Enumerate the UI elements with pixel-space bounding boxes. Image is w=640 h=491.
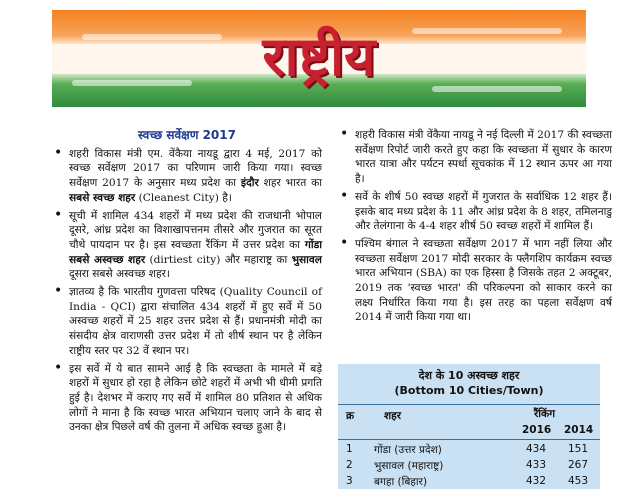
row-city: बगहा (बिहार): [374, 476, 428, 488]
table-title: देश के 10 अस्वच्छ शहर: [418, 369, 520, 382]
text-run: सर्वे के शीर्ष 50 स्वच्छ शहरों में गुजरात के सर्वाधिक 12 शहर हैं। इसके बाद मध्य प्रदेश के 11 और आंध्र प्रदेश के 8 शहर, तमिलनाडु और तेलंगाना के 4-4 शहर शीर्ष 50 स्वच्छ शहरों में शामिल हैं।: [355, 190, 612, 233]
text-run: सूची में शामिल 434 शहरों में मध्य प्रदेश की राजधानी भोपाल दूसरे, आंध्र प्रदेश का विशाखापत्तनम तीसरे और गुजरात का सूरत चौथे पायदान पर है। इस स्वच्छता रैंकिंग में उत्तर प्रदेश का: [69, 209, 322, 251]
row-2014: 151: [568, 443, 589, 455]
bullet-item: [52, 362, 322, 436]
bold-text: गोंडा सबसे अस्वच्छ शहर: [69, 238, 322, 266]
text-run: शहर भारत का: [258, 177, 322, 190]
bullet-item: [52, 147, 322, 206]
bullet-item: [52, 285, 322, 359]
row-2014: 267: [568, 459, 589, 471]
right-column: [338, 128, 612, 328]
header-banner: [52, 10, 586, 107]
header-city: शहर: [384, 410, 402, 422]
row-2016: 432: [526, 475, 547, 487]
row-serial: 2: [346, 459, 353, 471]
header-2016: 2016: [522, 424, 552, 436]
left-column: [52, 128, 322, 438]
banner-title: राष्ट्रीय: [262, 25, 376, 88]
text-run: शहरी विकास मंत्री वेंकैया नायडू ने नई दिल्ली में 2017 की स्वच्छता सर्वेक्षण रिपोर्ट जारी करते हुए कहा कि स्वच्छता में सुधार के कारण भारत यात्रा और पर्यटन स्पर्धा सूचकांक में 12 स्थान ऊपर आ गया है।: [355, 129, 612, 186]
bold-text: भुसावल: [291, 253, 322, 266]
header-ranking: रैंकिंग: [534, 408, 555, 420]
row-2014: 453: [568, 475, 589, 487]
section-heading: स्वच्छ सर्वेक्षण 2017: [138, 128, 236, 142]
bullet-item: [338, 190, 612, 234]
header-serial: क्र: [346, 410, 355, 422]
bottom-cities-table: [338, 364, 600, 489]
bullet-item: [52, 209, 322, 283]
text-run: शहरी विकास मंत्री एम. वेंकैया नायडू द्वारा 4 मई, 2017 को स्वच्छ सर्वेक्षण 2017 का परिणाम जारी किया गया। स्वच्छ सर्वेक्षण 2017 के अनुसार मध्य प्रदेश का: [69, 147, 322, 190]
row-2016: 434: [526, 443, 547, 455]
bullet-item: [338, 128, 612, 187]
table-row: [338, 459, 600, 475]
text-run: पश्चिम बंगाल ने स्वच्छता सर्वेक्षण 2017 में भाग नहीं लिया और स्वच्छता सर्वेक्षण 2017 मोदी सरकार के फ्लैगशिप कार्यक्रम स्वच्छ भारत अभियान (SBA) का एक हिस्सा है जिसके तहत 2 अक्टूबर, 2019 तक 'स्वच्छ भारत' की परिकल्पना को साकार करने का लक्ष्य निर्धारित किया गया है। इस तरह का पहला सर्वेक्षण वर्ष 2014 में जारी किया गया था।: [355, 237, 612, 324]
bold-text: इंदौर: [240, 177, 259, 190]
bullet-item: [338, 237, 612, 325]
row-city: गोंडा (उत्तर प्रदेश): [374, 444, 442, 456]
row-2016: 433: [526, 459, 547, 471]
text-run: (dirtiest city) और महाराष्ट्र का: [145, 253, 292, 266]
row-serial: 1: [346, 443, 353, 455]
left-bullet-list: [52, 147, 322, 435]
header-2014: 2014: [564, 424, 594, 436]
text-run: (Cleanest City) है।: [135, 191, 232, 204]
text-run: दूसरा सबसे अस्वच्छ शहर।: [69, 268, 170, 281]
table-header: [338, 404, 600, 440]
text-run: इस सर्वे में ये बात सामने आई है कि स्वच्छता के मामले में बड़े शहरों में सुधार हो रहा है लेकिन छोटे शहरों में अभी भी धीमी प्रगति हुई है। देशभर में कराए गए सर्वे में शामिल 80 प्रतिशत से अधिक लोगों ने माना है कि स्वच्छ भारत अभियान चलाए जाने के बाद से उनका क्षेत्र पिछले वर्ष की तुलना में अधिक स्वच्छ हुआ है।: [69, 362, 322, 434]
row-city: भुसावल (महाराष्ट्र): [374, 460, 444, 472]
right-bullet-list: [338, 128, 612, 325]
row-serial: 3: [346, 475, 353, 487]
text-run: ज्ञातव्य है कि भारतीय गुणवत्ता परिषद (Quality Council of India - QCI) द्वारा संचालित 434 शहरों में हुए सर्वे में 50 अस्वच्छ शहरों में 25 शहर उत्तर प्रदेश से हैं। प्रधानमंत्री मोदी का संसदीय क्षेत्र वाराणसी उत्तर प्रदेश में तो शीर्ष स्थान पर है लेकिन राष्ट्रीय स्तर पर 32 वें स्थान पर।: [69, 286, 322, 357]
bold-text: सबसे स्वच्छ शहर: [69, 191, 136, 204]
table-subtitle: (Bottom 10 Cities/Town): [394, 384, 544, 397]
table-row: [338, 443, 600, 459]
